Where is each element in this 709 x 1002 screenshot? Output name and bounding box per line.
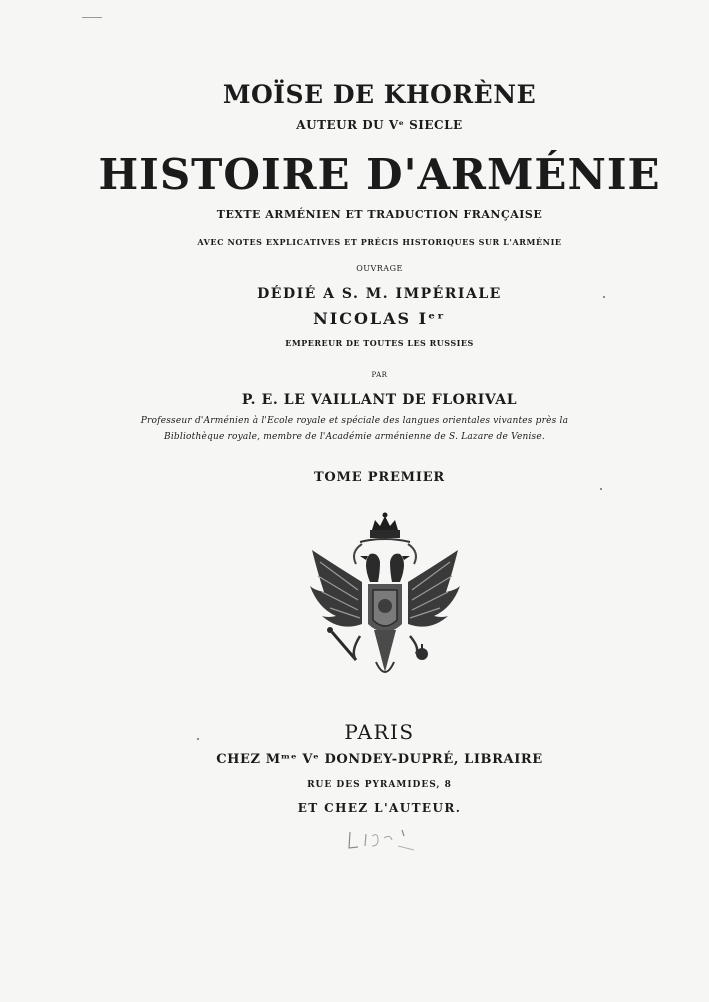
translator-name: P. E. LE VAILLANT DE FLORIVAL [241,392,518,408]
scan-artifact [82,17,102,18]
publisher-address: RUE DES PYRAMIDES, 8 [307,780,452,790]
dedication-line: DÉDIÉ A S. M. IMPÉRIALE [257,286,502,302]
handwritten-mark [344,826,424,852]
par-label: PAR [371,371,388,379]
ouvrage-label: OUVRAGE [356,264,403,273]
publication-city: PARIS [344,720,415,744]
double-headed-eagle-icon [300,512,470,687]
book-subtitle: TEXTE ARMÉNIEN ET TRADUCTION FRANÇAISE [216,208,543,221]
crown-icon [360,513,410,543]
author-name: MOÏSE DE KHORÈNE [222,80,537,109]
notes-line: AVEC NOTES EXPLICATIVES ET PRÉCIS HISTORIQUES SUR L'ARMÉNIE [197,237,562,247]
also-at-author-line: ET CHEZ L'AUTEUR. [297,801,462,815]
publisher-line: CHEZ Mᵐᵉ Vᵉ DONDEY-DUPRÉ, LIBRAIRE [216,752,543,767]
translator-credit [0,413,709,445]
dedicatee-name: NICOLAS Iᵉʳ [313,309,446,328]
translator-credit-line-2: Bibliothèque royale, membre de l'Académie arménienne de S. Lazare de Venise. [164,432,545,442]
volume-label: TOME PREMIER [313,470,446,485]
book-title: HISTOIRE D'ARMÉNIE [98,150,661,199]
translator-credit-line-1: Professeur d'Arménien à l'Ecole royale et spéciale des langues orientales vivantes près la [140,416,569,426]
dedicatee-title: EMPEREUR DE TOUTES LES RUSSIES [285,338,474,348]
scan-speck [600,488,602,490]
author-subtitle: AUTEUR DU Vᵉ SIECLE [296,118,463,132]
